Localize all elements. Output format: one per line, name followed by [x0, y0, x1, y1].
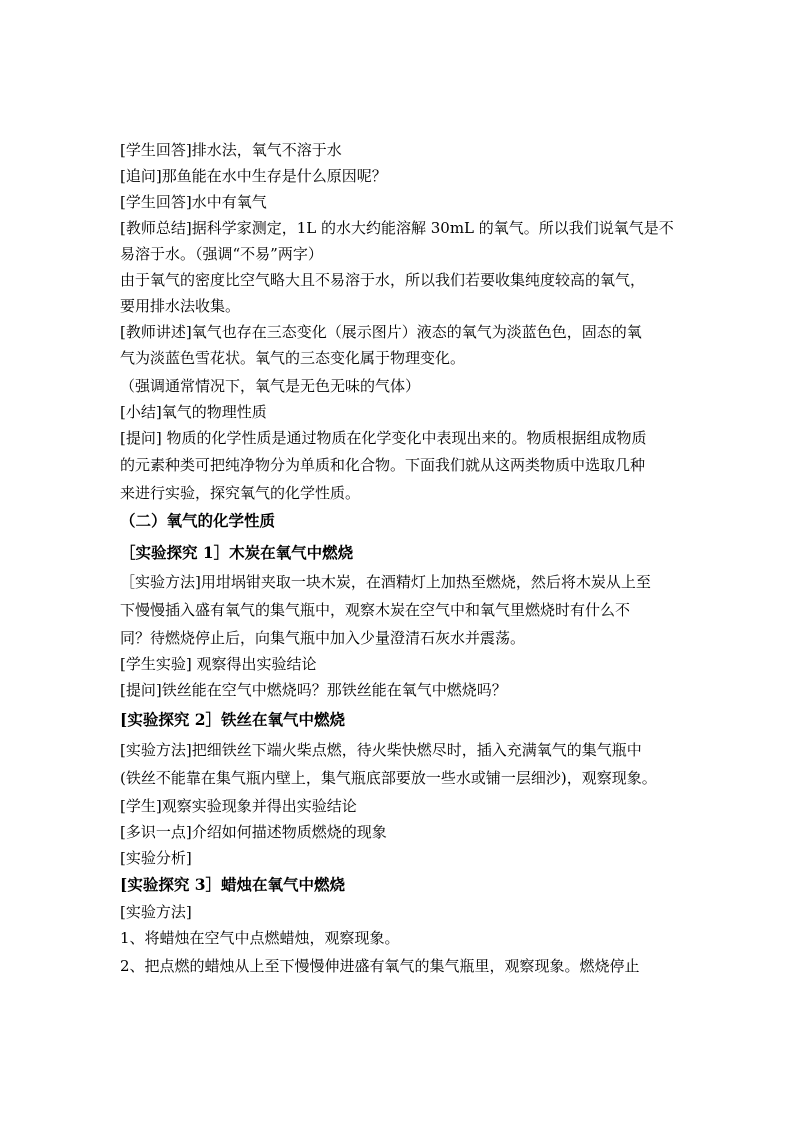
paragraph-line: [提问]铁丝能在空气中燃烧吗？那铁丝能在氧气中燃烧吗？: [120, 681, 507, 699]
paragraph-line: 要用排水法收集。: [120, 297, 241, 315]
paragraph-line: [学生实验] 观察得出实验结论: [120, 655, 317, 673]
paragraph-line: 气为淡蓝色雪花状。氧气的三态变化属于物理变化。: [120, 349, 466, 367]
paragraph-line: 1、将蜡烛在空气中点燃蜡烛，观察现象。: [120, 929, 400, 947]
paragraph-line: 同？待燃烧停止后，向集气瓶中加入少量澄清石灰水并震荡。: [120, 629, 526, 647]
experiment-heading: ［实验探究 1］木炭在氧气中燃烧: [120, 543, 354, 562]
paragraph-line: ［实验方法]用坩埚钳夹取一块木炭，在酒精灯上加热至燃烧，然后将木炭从上至: [120, 573, 651, 591]
paragraph-line: [实验分析]: [120, 849, 192, 867]
paragraph-line: 下慢慢插入盛有氧气的集气瓶中，观察木炭在空气中和氧气里燃烧时有什么不: [120, 601, 631, 619]
paragraph-line: 2、把点燃的蜡烛从上至下慢慢伸进盛有氧气的集气瓶里，观察现象。燃烧停止: [120, 957, 640, 975]
paragraph-line: [学生回答]水中有氧气: [120, 193, 267, 211]
paragraph-line: [教师总结]据科学家测定，1L 的水大约能溶解 30mL 的氧气。所以我们说氧气是不: [120, 219, 674, 237]
paragraph-line: [追问]那鱼能在水中生存是什么原因呢？: [120, 167, 387, 185]
paragraph-line: (铁丝不能靠在集气瓶内壁上，集气瓶底部要放一些水或铺一层细沙)，观察现象。: [120, 769, 657, 787]
paragraph-line: 的元素种类可把纯净物分为单质和化合物。下面我们就从这两类物质中选取几种: [120, 456, 646, 474]
paragraph-line: [实验方法]: [120, 903, 192, 921]
experiment-heading: [实验探究 2］铁丝在氧气中燃烧: [120, 710, 346, 729]
paragraph-line: [教师讲述]氧气也存在三态变化（展示图片）液态的氧气为淡蓝色色，固态的氧: [120, 323, 642, 341]
paragraph-line: 来进行实验，探究氧气的化学性质。: [120, 484, 361, 502]
section-heading: （二）氧气的化学性质: [120, 511, 276, 530]
paragraph-line: [实验方法]把细铁丝下端火柴点燃，待火柴快燃尽时，插入充满氧气的集气瓶中: [120, 741, 642, 759]
paragraph-line: 易溶于水。（强调“不易”两字）: [120, 245, 323, 263]
paragraph-line: [学生回答]排水法，氧气不溶于水: [120, 141, 342, 159]
experiment-heading: [实验探究 3］蜡烛在氧气中燃烧: [120, 875, 346, 894]
paragraph-line: 由于氧气的密度比空气略大且不易溶于水，所以我们若要收集纯度较高的氧气，: [120, 271, 646, 289]
paragraph-line: [提问] 物质的化学性质是通过物质在化学变化中表现出来的。物质根据组成物质: [120, 429, 647, 447]
paragraph-line: （强调通常情况下，氧气是无色无味的气体）: [120, 377, 421, 395]
paragraph-line: [学生]观察实验现象并得出实验结论: [120, 797, 357, 815]
paragraph-line: [多识一点]介绍如何描述物质燃烧的现象: [120, 823, 387, 841]
paragraph-line: [小结]氧气的物理性质: [120, 403, 267, 421]
